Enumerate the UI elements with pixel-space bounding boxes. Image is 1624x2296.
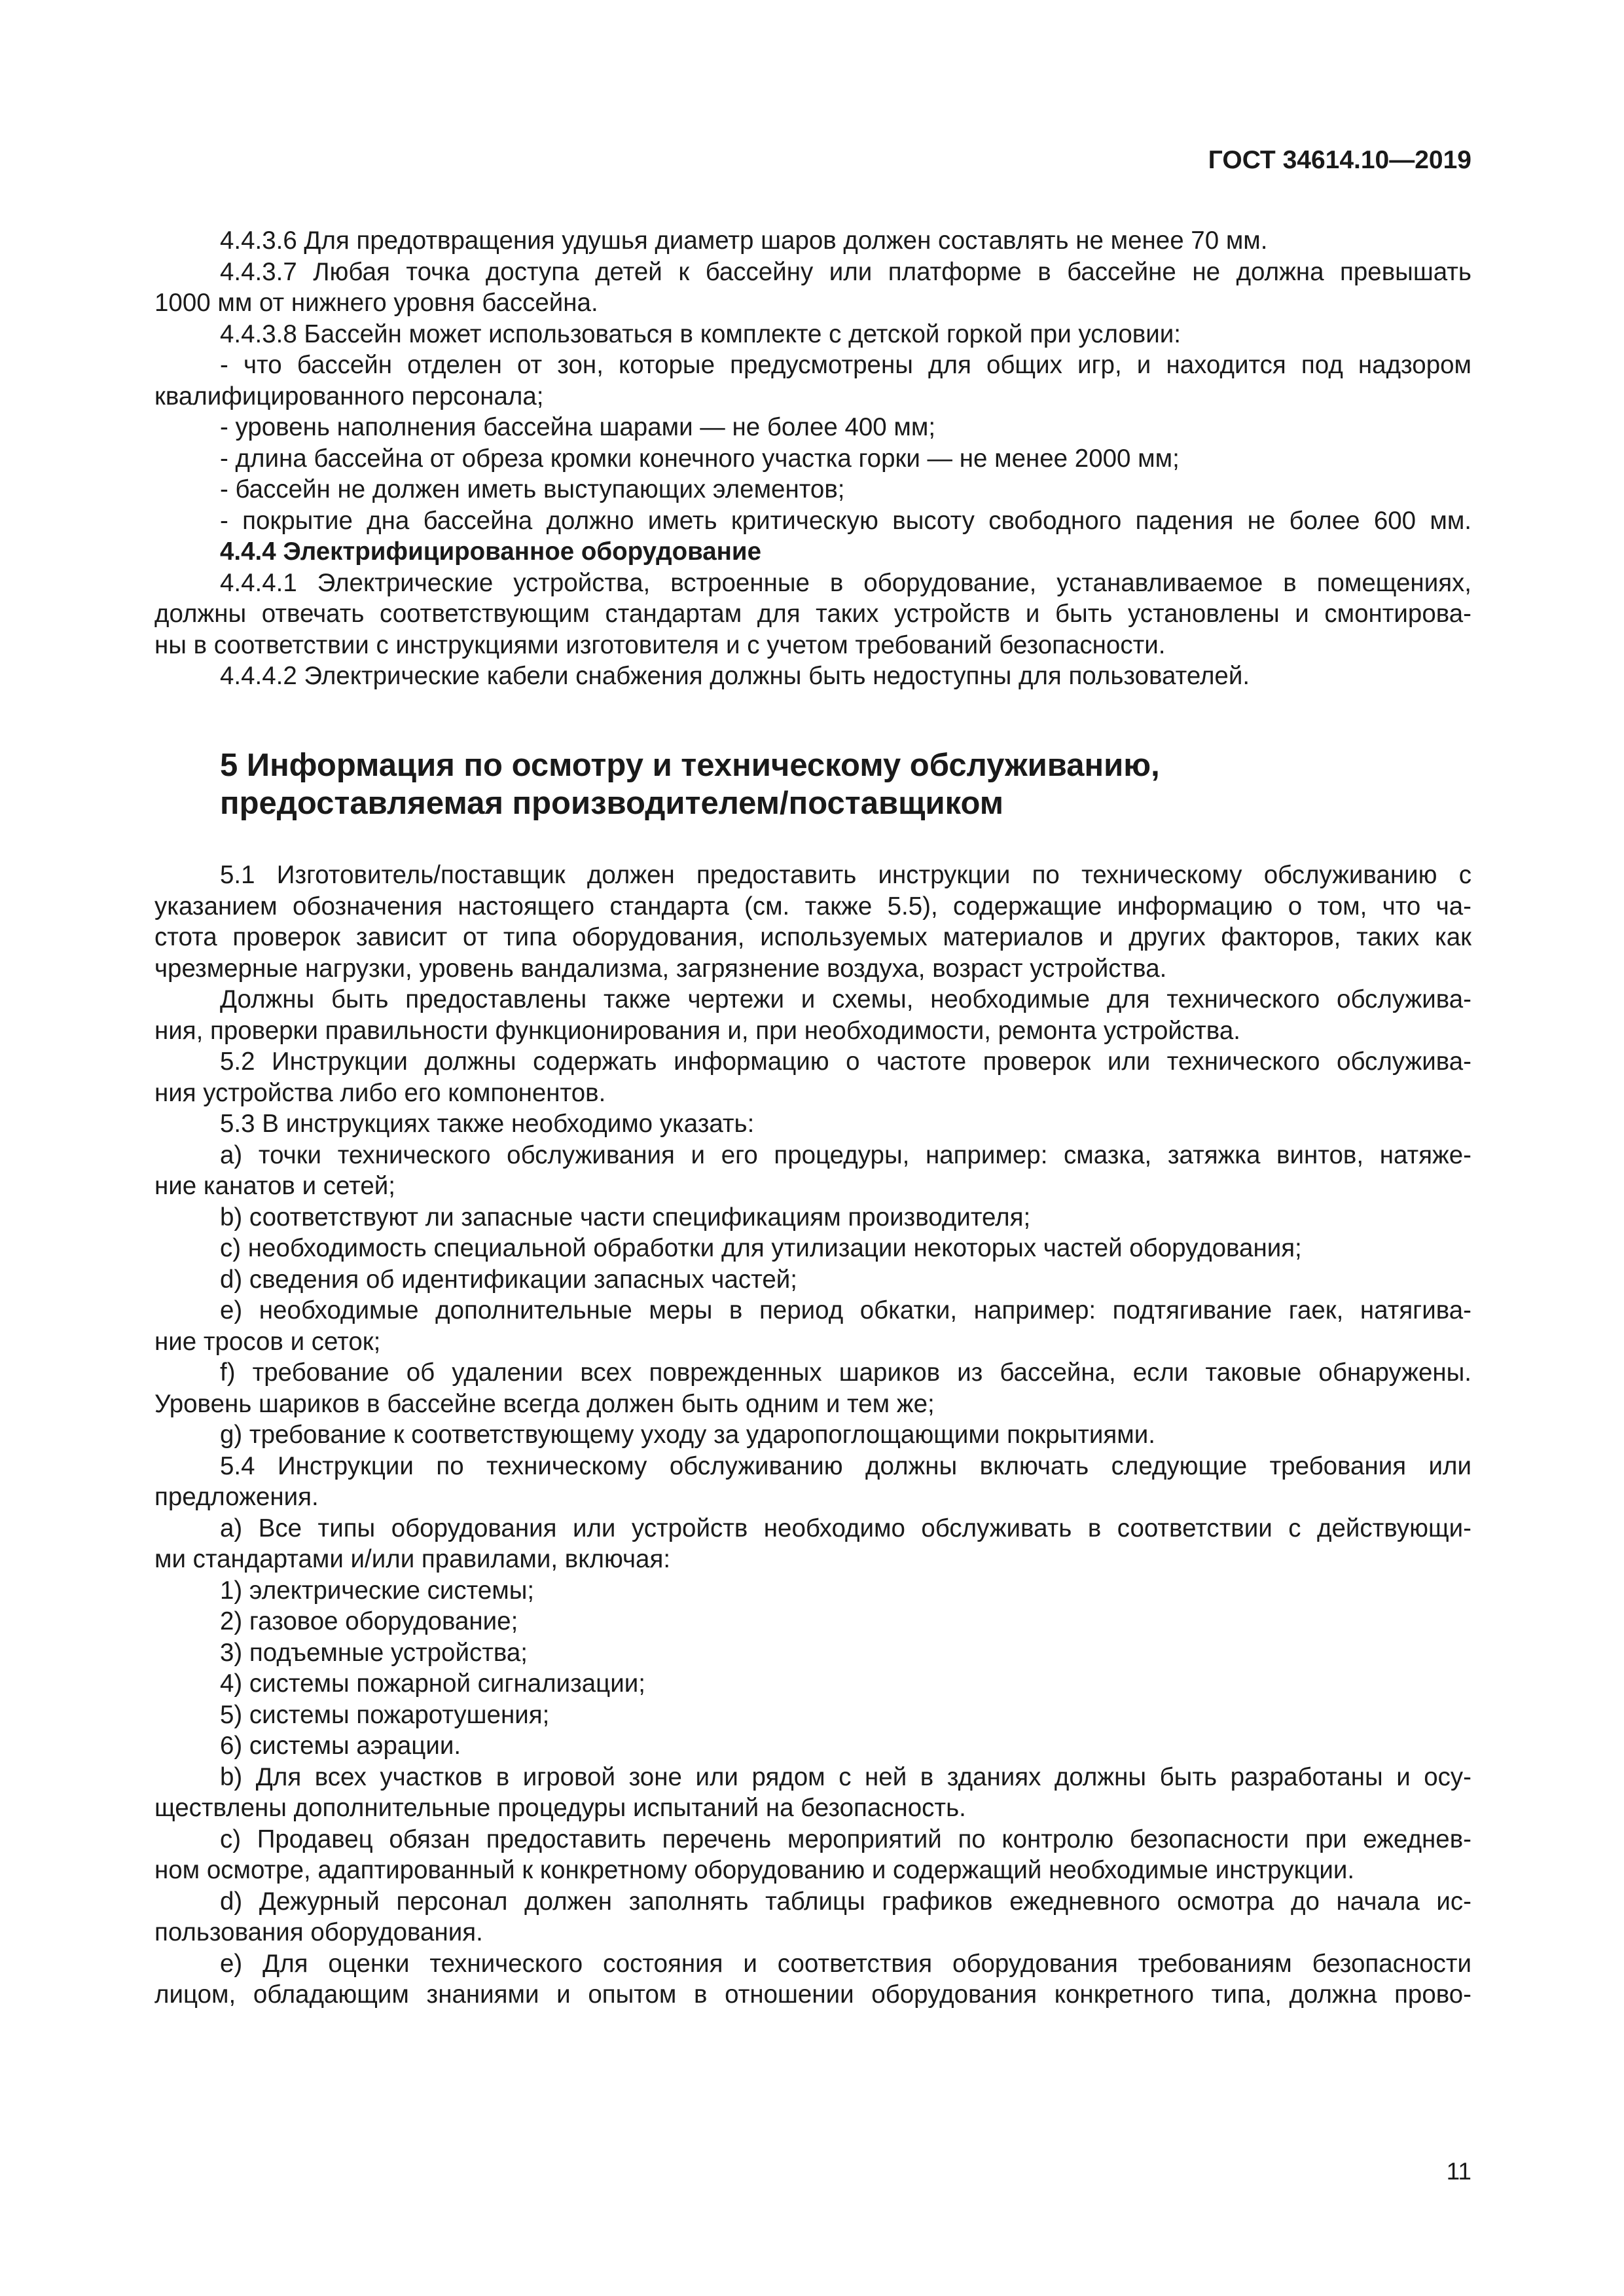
text-line: 5.1 Изготовитель/поставщик должен предоставить инструкции по техническому обслуживанию с: [220, 861, 1471, 889]
document-code: ГОСТ 34614.10—2019: [1208, 146, 1471, 174]
text-line: 2) газовое оборудование;: [220, 1607, 518, 1635]
text-line: - уровень наполнения бассейна шарами — не более 400 мм;: [220, 413, 936, 441]
text-line: - бассейн не должен иметь выступающих элементов;: [220, 475, 845, 503]
text-line: 5.4 Инструкции по техническому обслуживанию должны включать следующие требования или: [220, 1451, 1471, 1480]
text-line: 4) системы пожарной сигнализации;: [220, 1669, 645, 1698]
text-line: ми стандартами и/или правилами, включая:: [154, 1545, 671, 1573]
text-line: - длина бассейна от обреза кромки конечного участка горки — не менее 2000 мм;: [220, 444, 1180, 473]
text-line: f) требование об удалении всех поврежденных шариков из бассейна, если таковые обнаружены.: [220, 1358, 1471, 1387]
text-line: ния устройства либо его компонентов.: [154, 1078, 606, 1107]
text-line: 1) электрические системы;: [220, 1576, 535, 1605]
text-line: 1000 мм от нижнего уровня бассейна.: [154, 289, 598, 317]
text-line: c) необходимость специальной обработки для утилизации некоторых частей оборудования;: [220, 1234, 1302, 1262]
text-line: предложения.: [154, 1483, 319, 1511]
text-line: стота проверок зависит от типа оборудования, используемых материалов и других факторов, таких как: [154, 923, 1471, 951]
text-line: 4.4.3.6 Для предотвращения удушья диаметр шаров должен составлять не менее 70 мм.: [220, 227, 1268, 255]
clause-4-4-block: [154, 225, 1471, 692]
text-line: лицом, обладающим знаниями и опытом в отношении оборудования конкретного типа, должна прово-: [154, 1980, 1471, 2009]
text-line: Уровень шариков в бассейне всегда должен быть одним и тем же;: [154, 1389, 935, 1418]
text-line: указанием обозначения настоящего стандарта (см. также 5.5), содержащие информацию о том, что ча-: [154, 892, 1471, 920]
text-line: e) Для оценки технического состояния и соответствия оборудования требованиям безопасности: [220, 1949, 1471, 1978]
text-line: ние тросов и сеток;: [154, 1327, 381, 1356]
text-line: b) Для всех участков в игровой зоне или рядом с ней в зданиях должны быть разработаны и осу-: [220, 1762, 1471, 1791]
section-5-block: [154, 860, 1471, 2011]
text-line: Должны быть предоставлены также чертежи и схемы, необходимые для технического обслужива-: [220, 985, 1471, 1013]
text-line: ны в соответствии с инструкциями изготовителя и с учетом требований безопасности.: [154, 630, 1166, 659]
text-line: 4.4.3.8 Бассейн может использоваться в комплекте с детской горкой при условии:: [220, 319, 1181, 348]
text-line: a) Все типы оборудования или устройств необходимо обслуживать в соответствии с действующи-: [220, 1514, 1471, 1542]
section-heading-line: предоставляемая производителем/поставщиком: [220, 786, 1004, 821]
text-line: квалифицированного персонала;: [154, 382, 544, 410]
text-line: e) необходимые дополнительные меры в период обкатки, например: подтягивание гаек, натягива-: [220, 1296, 1471, 1324]
page-number: 11: [1446, 2158, 1471, 2185]
text-line: 3) подъемные устройства;: [220, 1638, 528, 1667]
subsection-heading: 4.4.4 Электрифицированное оборудование: [220, 538, 761, 566]
text-line: 6) системы аэрации.: [220, 1732, 461, 1760]
text-line: c) Продавец обязан предоставить перечень мероприятий по контролю безопасности при ежеднев-: [220, 1825, 1471, 1853]
text-line: d) сведения об идентификации запасных частей;: [220, 1265, 797, 1294]
text-line: d) Дежурный персонал должен заполнять таблицы графиков ежедневного осмотра до начала ис-: [220, 1887, 1471, 1916]
text-line: - покрытие дна бассейна должно иметь критическую высоту свободного падения не более 600 мм.: [220, 506, 1471, 535]
text-line: чрезмерные нагрузки, уровень вандализма, загрязнение воздуха, возраст устройства.: [154, 954, 1167, 983]
text-line: ние канатов и сетей;: [154, 1172, 395, 1200]
text-line: 5.2 Инструкции должны содержать информацию о частоте проверок или технического обслужива-: [220, 1048, 1471, 1076]
section-heading-line: 5 Информация по осмотру и техническому обслуживанию,: [220, 748, 1160, 783]
text-line: 4.4.4.2 Электрические кабели снабжения должны быть недоступны для пользователей.: [220, 662, 1250, 690]
text-line: ществлены дополнительные процедуры испытаний на безопасность.: [154, 1794, 966, 1822]
text-line: a) точки технического обслуживания и его процедуры, например: смазка, затяжка винтов, натяже-: [220, 1140, 1471, 1169]
section-heading: [220, 746, 1464, 822]
text-line: 4.4.4.1 Электрические устройства, встроенные в оборудование, устанавливаемое в помещениях,: [220, 568, 1471, 597]
text-line: 5) системы пожаротушения;: [220, 1700, 550, 1729]
text-line: пользования оборудования.: [154, 1918, 483, 1946]
text-line: 5.3 В инструкциях также необходимо указать:: [220, 1110, 755, 1138]
text-line: ном осмотре, адаптированный к конкретному оборудованию и содержащий необходимые инструкции.: [154, 1856, 1355, 1884]
text-line: g) требование к соответствующему уходу за ударопоглощающими покрытиями.: [220, 1421, 1155, 1449]
text-line: ния, проверки правильности функционирования и, при необходимости, ремонта устройства.: [154, 1016, 1240, 1045]
text-line: должны отвечать соответствующим стандартам для таких устройств и быть установлены и смонтирова-: [154, 600, 1471, 628]
text-line: - что бассейн отделен от зон, которые предусмотрены для общих игр, и находится под надзором: [220, 351, 1471, 379]
text-line: 4.4.3.7 Любая точка доступа детей к бассейну или платформе в бассейне не должна превышать: [220, 257, 1471, 286]
text-line: b) соответствуют ли запасные части спецификациям производителя;: [220, 1203, 1031, 1231]
